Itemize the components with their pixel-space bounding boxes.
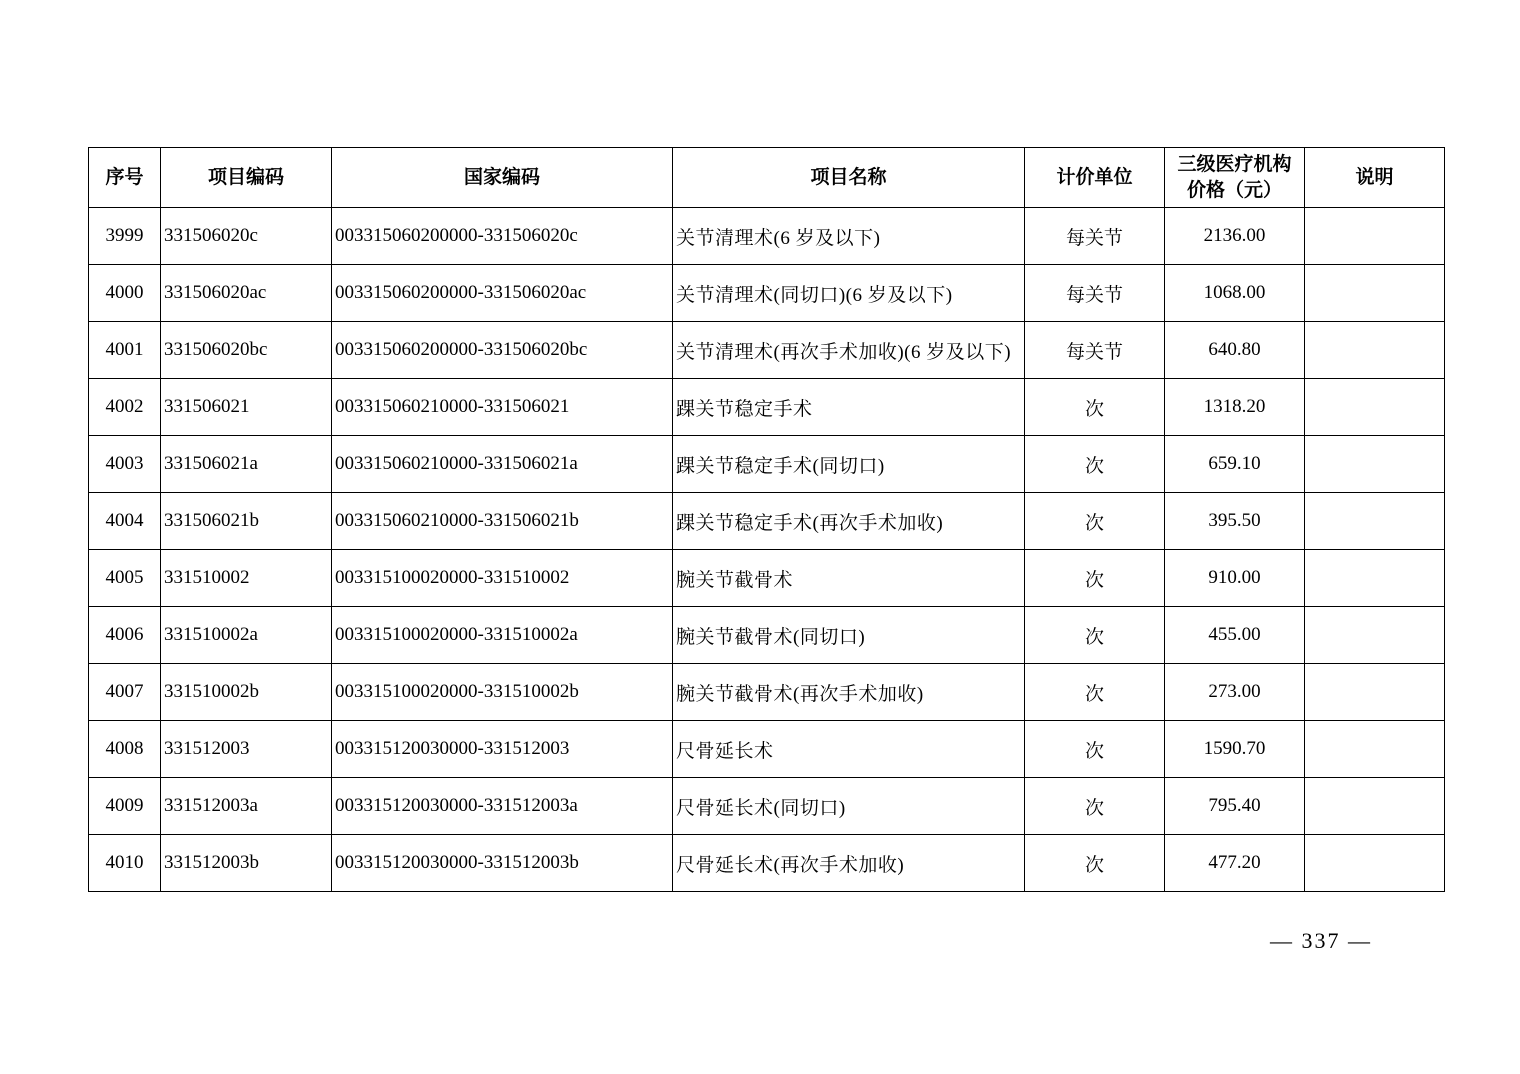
cell-price: 795.40 [1165,778,1305,835]
cell-item-name: 腕关节截骨术(再次手术加收) [673,664,1025,721]
price-header-line1: 三级医疗机构 [1177,153,1292,175]
cell-national-code: 003315060210000-331506021a [332,436,673,493]
cell-item-name: 关节清理术(同切口)(6 岁及以下) [673,265,1025,322]
table-row [89,208,1445,265]
cell-seq: 4003 [89,436,161,493]
cell-price: 395.50 [1165,493,1305,550]
cell-national-code: 003315060210000-331506021 [332,379,673,436]
cell-item-name: 踝关节稳定手术 [673,379,1025,436]
column-header-seq: 序号 [89,148,161,208]
cell-note [1305,265,1445,322]
cell-item-code: 331506021b [161,493,332,550]
cell-note [1305,607,1445,664]
cell-note [1305,379,1445,436]
cell-item-code: 331506021a [161,436,332,493]
cell-item-name: 踝关节稳定手术(再次手术加收) [673,493,1025,550]
cell-price: 1068.00 [1165,265,1305,322]
cell-item-name: 尺骨延长术(同切口) [673,778,1025,835]
table-row [89,379,1445,436]
cell-note [1305,436,1445,493]
table-row [89,607,1445,664]
cell-unit: 次 [1025,778,1165,835]
cell-item-name: 腕关节截骨术 [673,550,1025,607]
table-row [89,436,1445,493]
table-row [89,493,1445,550]
price-table [88,147,1445,892]
cell-item-name: 关节清理术(再次手术加收)(6 岁及以下) [673,322,1025,379]
price-header-line2: 价格（元） [1186,179,1282,201]
cell-unit: 次 [1025,550,1165,607]
cell-price: 2136.00 [1165,208,1305,265]
cell-seq: 4001 [89,322,161,379]
cell-item-code: 331506020bc [161,322,332,379]
cell-note [1305,493,1445,550]
cell-item-code: 331512003 [161,721,332,778]
table-header [89,148,1445,208]
cell-national-code: 003315120030000-331512003 [332,721,673,778]
cell-item-code: 331506020c [161,208,332,265]
cell-item-code: 331510002a [161,607,332,664]
cell-price: 659.10 [1165,436,1305,493]
cell-unit: 次 [1025,721,1165,778]
cell-item-name: 尺骨延长术(再次手术加收) [673,835,1025,892]
cell-seq: 4002 [89,379,161,436]
cell-note [1305,664,1445,721]
column-header-item-code: 项目编码 [161,148,332,208]
cell-price: 273.00 [1165,664,1305,721]
cell-note [1305,322,1445,379]
cell-note [1305,835,1445,892]
cell-item-code: 331510002b [161,664,332,721]
table-row [89,778,1445,835]
cell-unit: 每关节 [1025,265,1165,322]
table-row [89,721,1445,778]
cell-item-name: 踝关节稳定手术(同切口) [673,436,1025,493]
cell-price: 1318.20 [1165,379,1305,436]
table-row [89,322,1445,379]
cell-seq: 4000 [89,265,161,322]
column-header-unit: 计价单位 [1025,148,1165,208]
cell-price: 640.80 [1165,322,1305,379]
cell-national-code: 003315100020000-331510002b [332,664,673,721]
cell-note [1305,208,1445,265]
table-row [89,550,1445,607]
cell-item-code: 331506021 [161,379,332,436]
cell-item-name: 尺骨延长术 [673,721,1025,778]
cell-national-code: 003315060200000-331506020bc [332,322,673,379]
cell-note [1305,550,1445,607]
cell-unit: 次 [1025,664,1165,721]
cell-national-code: 003315120030000-331512003b [332,835,673,892]
cell-national-code: 003315120030000-331512003a [332,778,673,835]
table-row [89,835,1445,892]
cell-unit: 每关节 [1025,322,1165,379]
cell-item-name: 腕关节截骨术(同切口) [673,607,1025,664]
cell-seq: 4009 [89,778,161,835]
cell-note [1305,721,1445,778]
column-header-price [1165,148,1305,208]
table-body [89,208,1445,892]
cell-unit: 次 [1025,607,1165,664]
cell-seq: 4004 [89,493,161,550]
cell-national-code: 003315060200000-331506020ac [332,265,673,322]
cell-national-code: 003315100020000-331510002a [332,607,673,664]
cell-unit: 次 [1025,436,1165,493]
column-header-note: 说明 [1305,148,1445,208]
cell-unit: 次 [1025,493,1165,550]
table-row [89,664,1445,721]
cell-item-code: 331512003a [161,778,332,835]
cell-item-code: 331510002 [161,550,332,607]
column-header-item-name: 项目名称 [673,148,1025,208]
cell-national-code: 003315060210000-331506021b [332,493,673,550]
cell-seq: 4008 [89,721,161,778]
header-row [89,148,1445,208]
cell-seq: 4010 [89,835,161,892]
cell-price: 477.20 [1165,835,1305,892]
cell-seq: 4005 [89,550,161,607]
cell-price: 1590.70 [1165,721,1305,778]
cell-seq: 4007 [89,664,161,721]
page-number: — 337 — [1270,928,1372,953]
cell-unit: 次 [1025,379,1165,436]
column-header-national-code: 国家编码 [332,148,673,208]
cell-price: 455.00 [1165,607,1305,664]
cell-seq: 3999 [89,208,161,265]
cell-item-code: 331506020ac [161,265,332,322]
cell-note [1305,778,1445,835]
cell-unit: 每关节 [1025,208,1165,265]
cell-national-code: 003315100020000-331510002 [332,550,673,607]
table-row [89,265,1445,322]
cell-item-name: 关节清理术(6 岁及以下) [673,208,1025,265]
cell-price: 910.00 [1165,550,1305,607]
cell-unit: 次 [1025,835,1165,892]
cell-item-code: 331512003b [161,835,332,892]
cell-seq: 4006 [89,607,161,664]
cell-national-code: 003315060200000-331506020c [332,208,673,265]
